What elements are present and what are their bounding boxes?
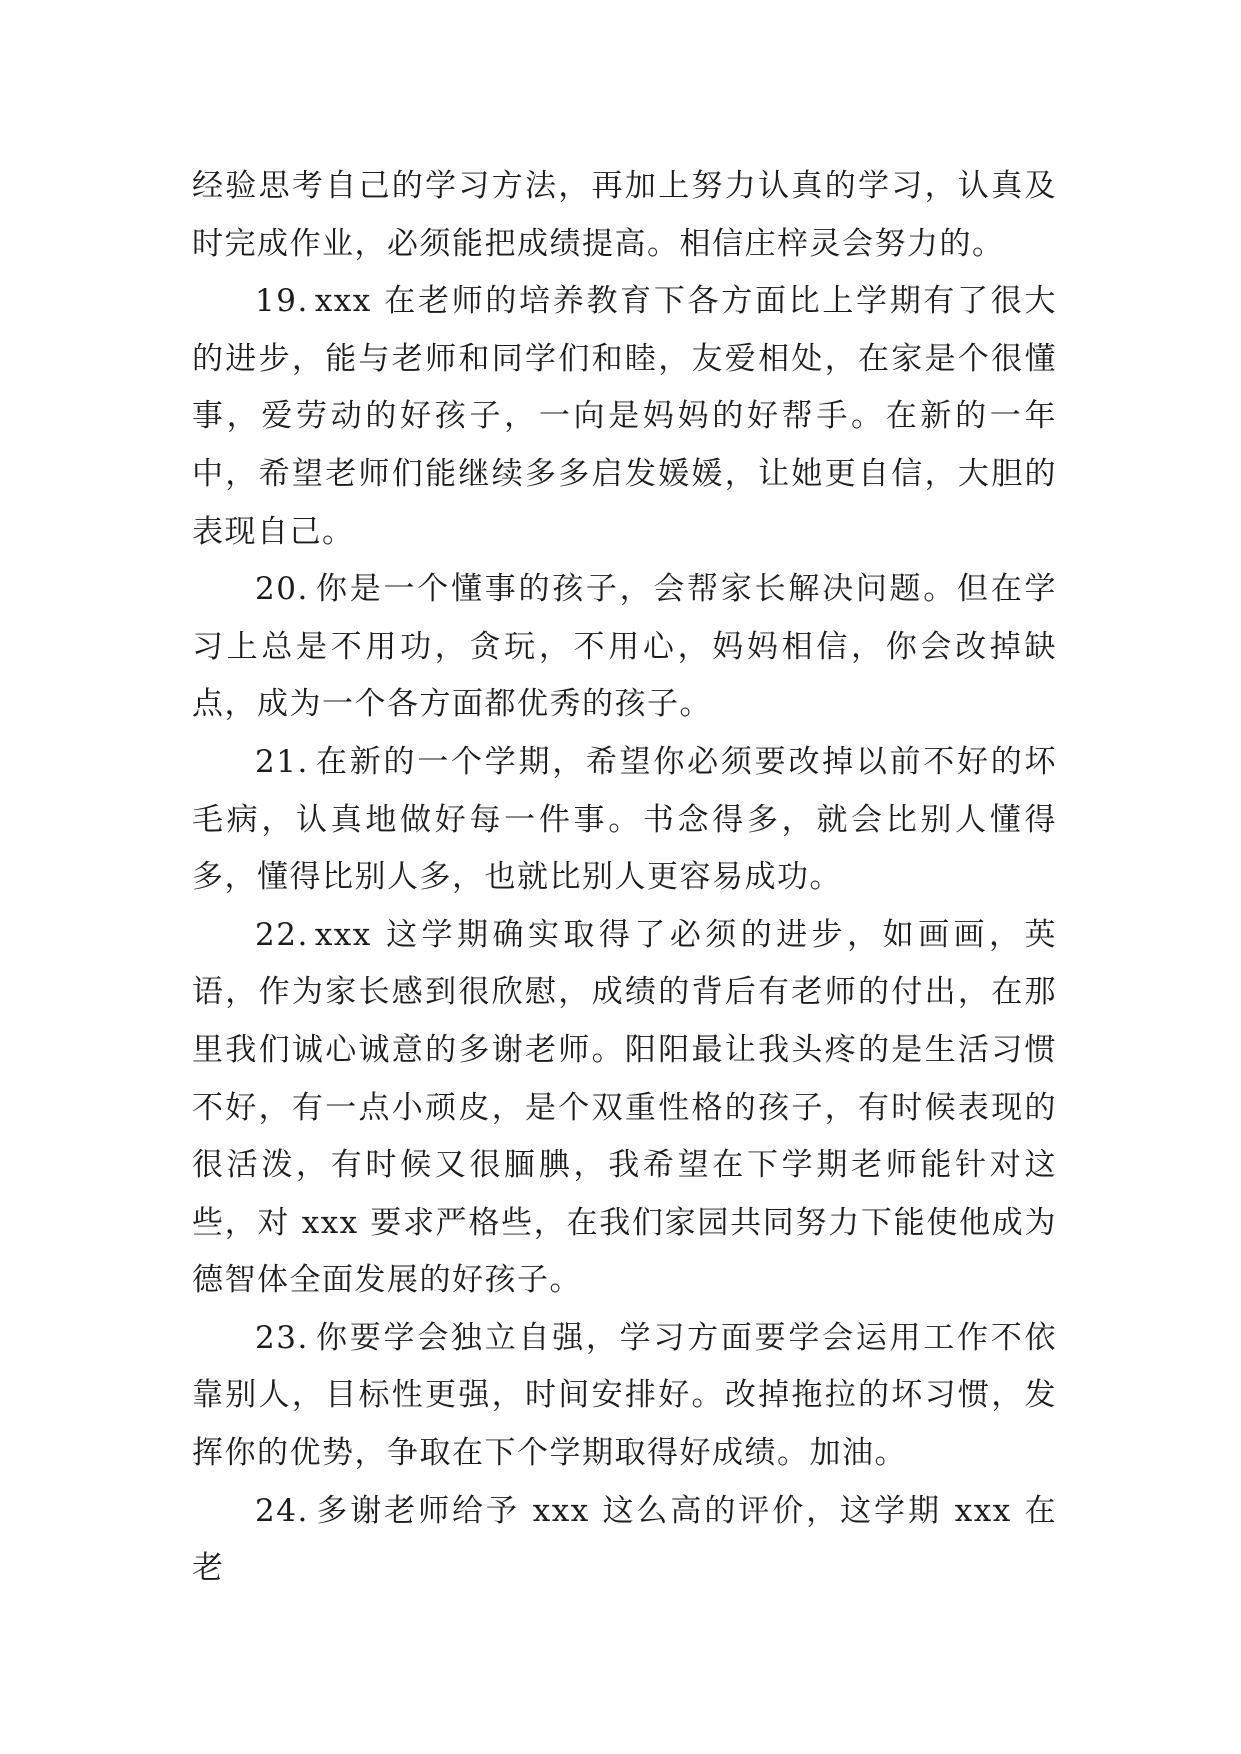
paragraph-19 <box>192 273 1057 561</box>
paragraph-text: xxx 这学期确实取得了必须的进步，如画画，英语，作为家长感到很欣慰，成绩的背后有老师的付出，在那里我们诚心诚意的多谢老师。阳阳最让我头疼的是生活习惯不好，有一点小顽皮，是个双重性格的孩子，有时候表现的很活泼，有时候又很腼腆，我希望在下学期老师能针对这些，对 xxx 要求严格些，在我们家园共同努力下能使他成为德智体全面发展的好孩子。 <box>192 916 1057 1299</box>
paragraph-number: 21. <box>255 743 309 780</box>
paragraph-text: 你要学会独立自强，学习方面要学会运用工作不依靠别人，目标性更强，时间安排好。改掉拖拉的坏习惯，发挥你的优势，争取在下个学期取得好成绩。加油。 <box>192 1319 1057 1472</box>
paragraph-20 <box>192 561 1057 734</box>
paragraph-number: 23. <box>255 1319 309 1356</box>
paragraph-text: 经验思考自己的学习方法，再加上努力认真的学习，认真及时完成作业，必须能把成绩提高。相信庄梓灵会努力的。 <box>192 168 1057 262</box>
paragraph-23 <box>192 1310 1057 1483</box>
paragraph-21 <box>192 734 1057 907</box>
paragraph-text: 在新的一个学期，希望你必须要改掉以前不好的坏毛病，认真地做好每一件事。书念得多，就会比别人懂得多，懂得比别人多，也就比别人更容易成功。 <box>192 743 1057 896</box>
paragraph-number: 20. <box>255 571 309 608</box>
paragraph-22 <box>192 907 1057 1310</box>
paragraph-number: 24. <box>255 1492 309 1529</box>
paragraph-text: 多谢老师给予 xxx 这么高的评价，这学期 xxx 在老 <box>192 1492 1057 1587</box>
paragraph-continued <box>192 158 1057 273</box>
paragraph-number: 22. <box>255 916 309 953</box>
paragraph-24 <box>192 1483 1057 1598</box>
document-body <box>192 158 1057 1598</box>
paragraph-text: xxx 在老师的培养教育下各方面比上学期有了很大的进步，能与老师和同学们和睦，友爱相处，在家是个很懂事，爱劳动的好孩子，一向是妈妈的好帮手。在新的一年中，希望老师们能继续多多启发媛媛，让她更自信，大胆的表现自己。 <box>192 283 1057 550</box>
paragraph-text: 你是一个懂事的孩子，会帮家长解决问题。但在学习上总是不用功，贪玩，不用心，妈妈相信，你会改掉缺点，成为一个各方面都优秀的孩子。 <box>192 571 1057 723</box>
paragraph-number: 19. <box>255 283 309 320</box>
